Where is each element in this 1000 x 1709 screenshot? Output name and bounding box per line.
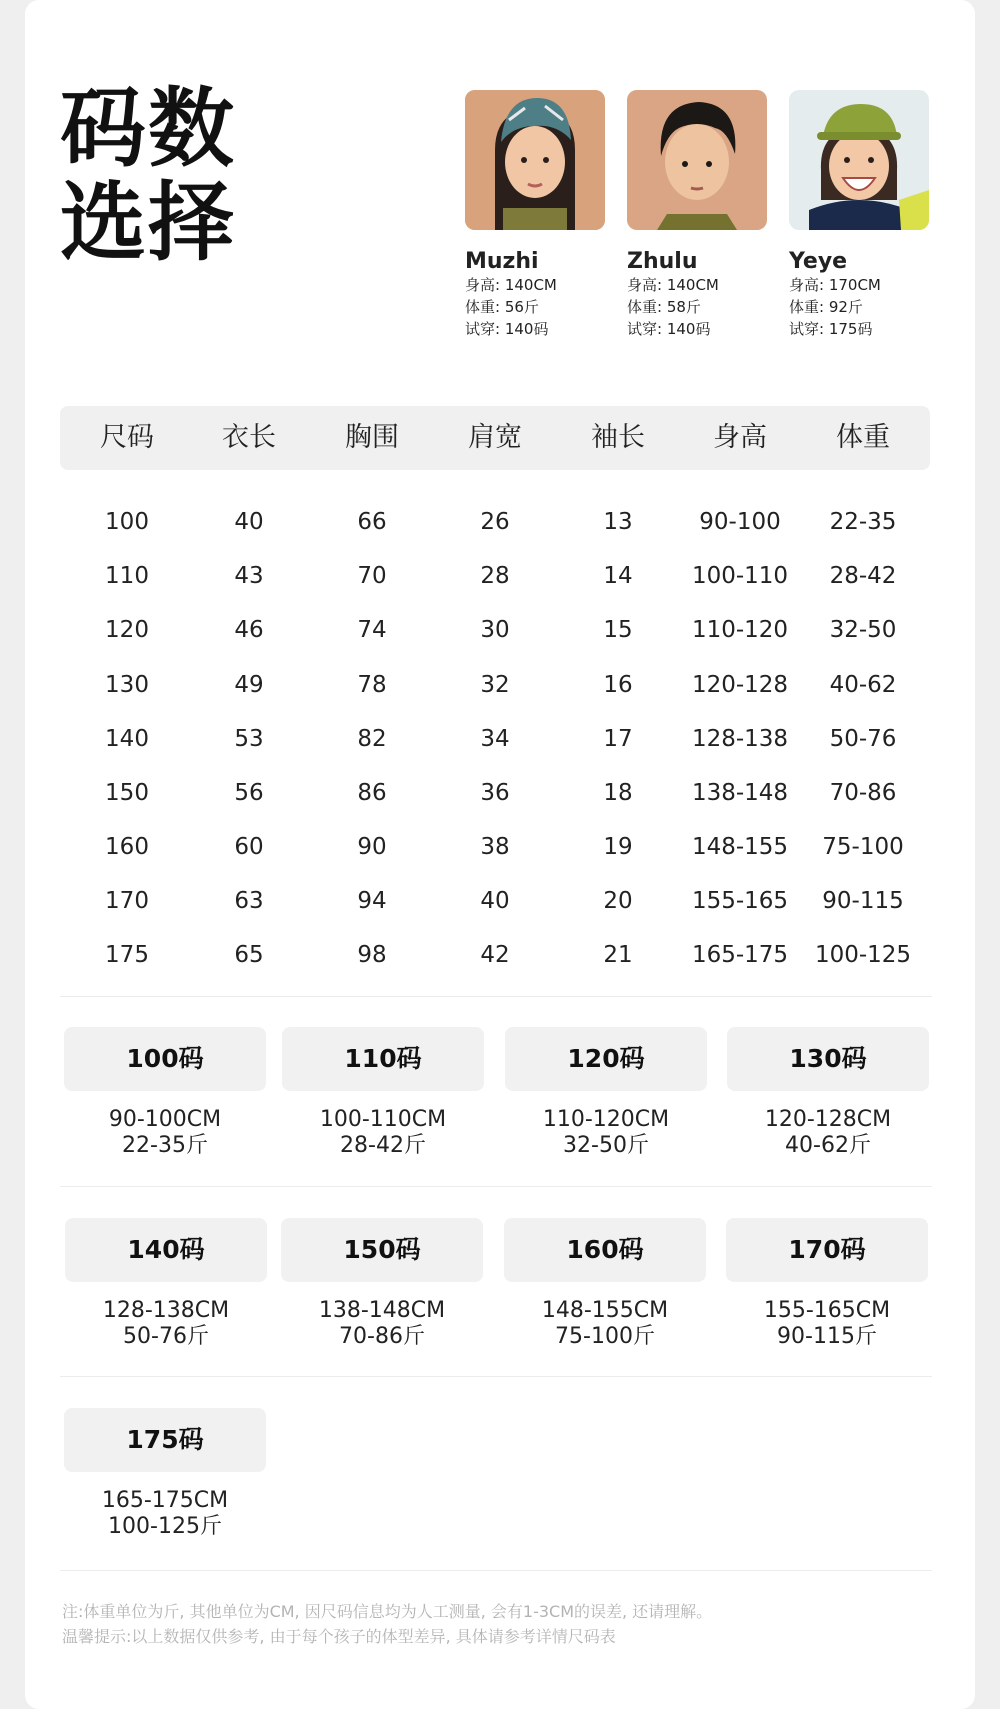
header-cell: 衣长 xyxy=(222,422,276,453)
measurement-note: 注:体重单位为斤, 其他单位为CM, 因尺码信息均为人工测量, 会有1-3CM的误差, 还请理解。 xyxy=(62,1602,713,1621)
size-tile-label: 110码 xyxy=(282,1027,484,1091)
table-cell: 128-138 xyxy=(691,726,789,752)
table-cell: 66 xyxy=(357,509,387,535)
table-cell: 110 xyxy=(105,563,149,589)
table-row xyxy=(60,603,930,657)
table-cell: 160 xyxy=(105,834,149,860)
table-cell: 21 xyxy=(603,942,633,968)
table-cell: 120 xyxy=(105,617,149,643)
table-cell: 17 xyxy=(603,726,633,752)
table-cell: 86 xyxy=(357,780,387,806)
size-tile-weight: 90-115斤 xyxy=(777,1324,877,1349)
table-cell: 18 xyxy=(603,780,633,806)
model-height: 身高: 140CM xyxy=(627,276,719,294)
table-cell: 53 xyxy=(234,726,264,752)
table-cell: 38 xyxy=(480,834,510,860)
table-cell: 110-120 xyxy=(691,617,789,643)
model-photo xyxy=(465,90,605,230)
size-tile-label: 120码 xyxy=(505,1027,707,1091)
divider xyxy=(60,1570,932,1571)
size-tile-120 xyxy=(505,1027,707,1159)
table-cell: 100-110 xyxy=(691,563,789,589)
size-tile-label: 170码 xyxy=(726,1218,928,1282)
table-cell: 90-100 xyxy=(699,509,781,535)
table-cell: 28 xyxy=(480,563,510,589)
table-cell: 100-125 xyxy=(814,942,912,968)
size-tile-110 xyxy=(282,1027,484,1159)
table-cell: 40 xyxy=(480,888,510,914)
size-tile-height: 120-128CM xyxy=(764,1107,892,1132)
table-cell: 65 xyxy=(234,942,264,968)
table-cell: 90 xyxy=(357,834,387,860)
model-height: 身高: 170CM xyxy=(789,276,881,294)
divider xyxy=(60,1186,932,1187)
title-line-1: 码数 xyxy=(60,79,236,179)
table-cell: 82 xyxy=(357,726,387,752)
table-cell: 70 xyxy=(357,563,387,589)
table-cell: 46 xyxy=(234,617,264,643)
size-tile-label: 100码 xyxy=(64,1027,266,1091)
table-row xyxy=(60,495,930,549)
header-cell: 肩宽 xyxy=(468,422,522,453)
table-cell: 150 xyxy=(105,780,149,806)
table-cell: 43 xyxy=(234,563,264,589)
size-tile-140 xyxy=(65,1218,267,1350)
table-cell: 26 xyxy=(480,509,510,535)
table-cell: 34 xyxy=(480,726,510,752)
model-weight: 体重: 58斤 xyxy=(627,298,701,316)
table-cell: 32 xyxy=(480,672,510,698)
table-cell: 20 xyxy=(603,888,633,914)
table-cell: 120-128 xyxy=(691,672,789,698)
size-tile-label: 140码 xyxy=(65,1218,267,1282)
size-tile-130 xyxy=(727,1027,929,1159)
table-cell: 94 xyxy=(357,888,387,914)
size-tile-weight: 75-100斤 xyxy=(555,1324,655,1349)
table-cell: 98 xyxy=(357,942,387,968)
model-photo xyxy=(789,90,929,230)
size-tile-weight: 32-50斤 xyxy=(563,1133,649,1158)
header-cell: 尺码 xyxy=(100,422,154,453)
table-row xyxy=(60,712,930,766)
size-tile-175 xyxy=(64,1408,266,1540)
size-tile-150 xyxy=(281,1218,483,1350)
table-cell: 13 xyxy=(603,509,633,535)
reference-note: 温馨提示:以上数据仅供参考, 由于每个孩子的体型差异, 具体请参考详情尺码表 xyxy=(62,1627,616,1646)
size-tile-label: 160码 xyxy=(504,1218,706,1282)
table-cell: 14 xyxy=(603,563,633,589)
model-name: Yeye xyxy=(789,249,848,274)
size-tile-170 xyxy=(726,1218,928,1350)
model-size: 试穿: 140码 xyxy=(465,320,549,338)
table-row xyxy=(60,928,930,982)
header-cell: 胸围 xyxy=(345,422,399,453)
size-tile-weight: 28-42斤 xyxy=(340,1133,426,1158)
size-tile-label: 175码 xyxy=(64,1408,266,1472)
header-cell: 袖长 xyxy=(591,422,645,453)
table-cell: 63 xyxy=(234,888,264,914)
table-cell: 155-165 xyxy=(691,888,789,914)
table-cell: 56 xyxy=(234,780,264,806)
table-cell: 28-42 xyxy=(829,563,897,589)
table-row xyxy=(60,549,930,603)
size-tile-100 xyxy=(64,1027,266,1159)
table-cell: 75-100 xyxy=(822,834,904,860)
page-title xyxy=(60,79,236,273)
size-tile-weight: 50-76斤 xyxy=(123,1324,209,1349)
table-cell: 50-76 xyxy=(829,726,897,752)
table-cell: 40-62 xyxy=(829,672,897,698)
size-tile-height: 100-110CM xyxy=(319,1107,447,1132)
divider xyxy=(60,996,932,997)
table-row xyxy=(60,766,930,820)
table-cell: 32-50 xyxy=(829,617,897,643)
table-cell: 40 xyxy=(234,509,264,535)
table-cell: 30 xyxy=(480,617,510,643)
header-cell: 体重 xyxy=(836,422,890,453)
size-tile-height: 90-100CM xyxy=(108,1107,222,1132)
model-size: 试穿: 175码 xyxy=(789,320,873,338)
table-cell: 15 xyxy=(603,617,633,643)
size-tile-weight: 70-86斤 xyxy=(339,1324,425,1349)
table-cell: 22-35 xyxy=(829,509,897,535)
table-cell: 74 xyxy=(357,617,387,643)
size-tile-weight: 22-35斤 xyxy=(122,1133,208,1158)
table-cell: 19 xyxy=(603,834,633,860)
table-row xyxy=(60,658,930,712)
model-name: Zhulu xyxy=(627,249,698,274)
table-cell: 175 xyxy=(105,942,149,968)
table-cell: 36 xyxy=(480,780,510,806)
model-photo xyxy=(627,90,767,230)
header-cell: 身高 xyxy=(713,422,767,453)
table-cell: 16 xyxy=(603,672,633,698)
model-weight: 体重: 56斤 xyxy=(465,298,539,316)
size-table-header xyxy=(60,406,930,470)
table-cell: 49 xyxy=(234,672,264,698)
table-cell: 138-148 xyxy=(691,780,789,806)
table-row xyxy=(60,820,930,874)
table-cell: 42 xyxy=(480,942,510,968)
size-tile-weight: 100-125斤 xyxy=(108,1514,222,1539)
table-cell: 100 xyxy=(105,509,149,535)
size-tile-height: 128-138CM xyxy=(102,1298,230,1323)
size-tile-label: 130码 xyxy=(727,1027,929,1091)
table-cell: 60 xyxy=(234,834,264,860)
table-cell: 78 xyxy=(357,672,387,698)
model-weight: 体重: 92斤 xyxy=(789,298,863,316)
table-row xyxy=(60,874,930,928)
model-card-yeye xyxy=(789,90,929,340)
size-tile-height: 148-155CM xyxy=(541,1298,669,1323)
model-card-zhulu xyxy=(627,90,767,340)
table-cell: 165-175 xyxy=(691,942,789,968)
table-cell: 130 xyxy=(105,672,149,698)
model-card-muzhi xyxy=(465,90,605,340)
table-cell: 170 xyxy=(105,888,149,914)
model-name: Muzhi xyxy=(465,249,539,274)
table-cell: 70-86 xyxy=(829,780,897,806)
size-tile-height: 165-175CM xyxy=(101,1488,229,1513)
model-size: 试穿: 140码 xyxy=(627,320,711,338)
size-tile-label: 150码 xyxy=(281,1218,483,1282)
size-tile-height: 155-165CM xyxy=(763,1298,891,1323)
title-line-2: 选择 xyxy=(60,173,236,273)
size-tile-height: 110-120CM xyxy=(542,1107,670,1132)
table-cell: 148-155 xyxy=(691,834,789,860)
size-tile-weight: 40-62斤 xyxy=(785,1133,871,1158)
divider xyxy=(60,1376,932,1377)
size-tile-160 xyxy=(504,1218,706,1350)
table-cell: 140 xyxy=(105,726,149,752)
table-cell: 90-115 xyxy=(822,888,904,914)
size-tile-height: 138-148CM xyxy=(318,1298,446,1323)
model-height: 身高: 140CM xyxy=(465,276,557,294)
